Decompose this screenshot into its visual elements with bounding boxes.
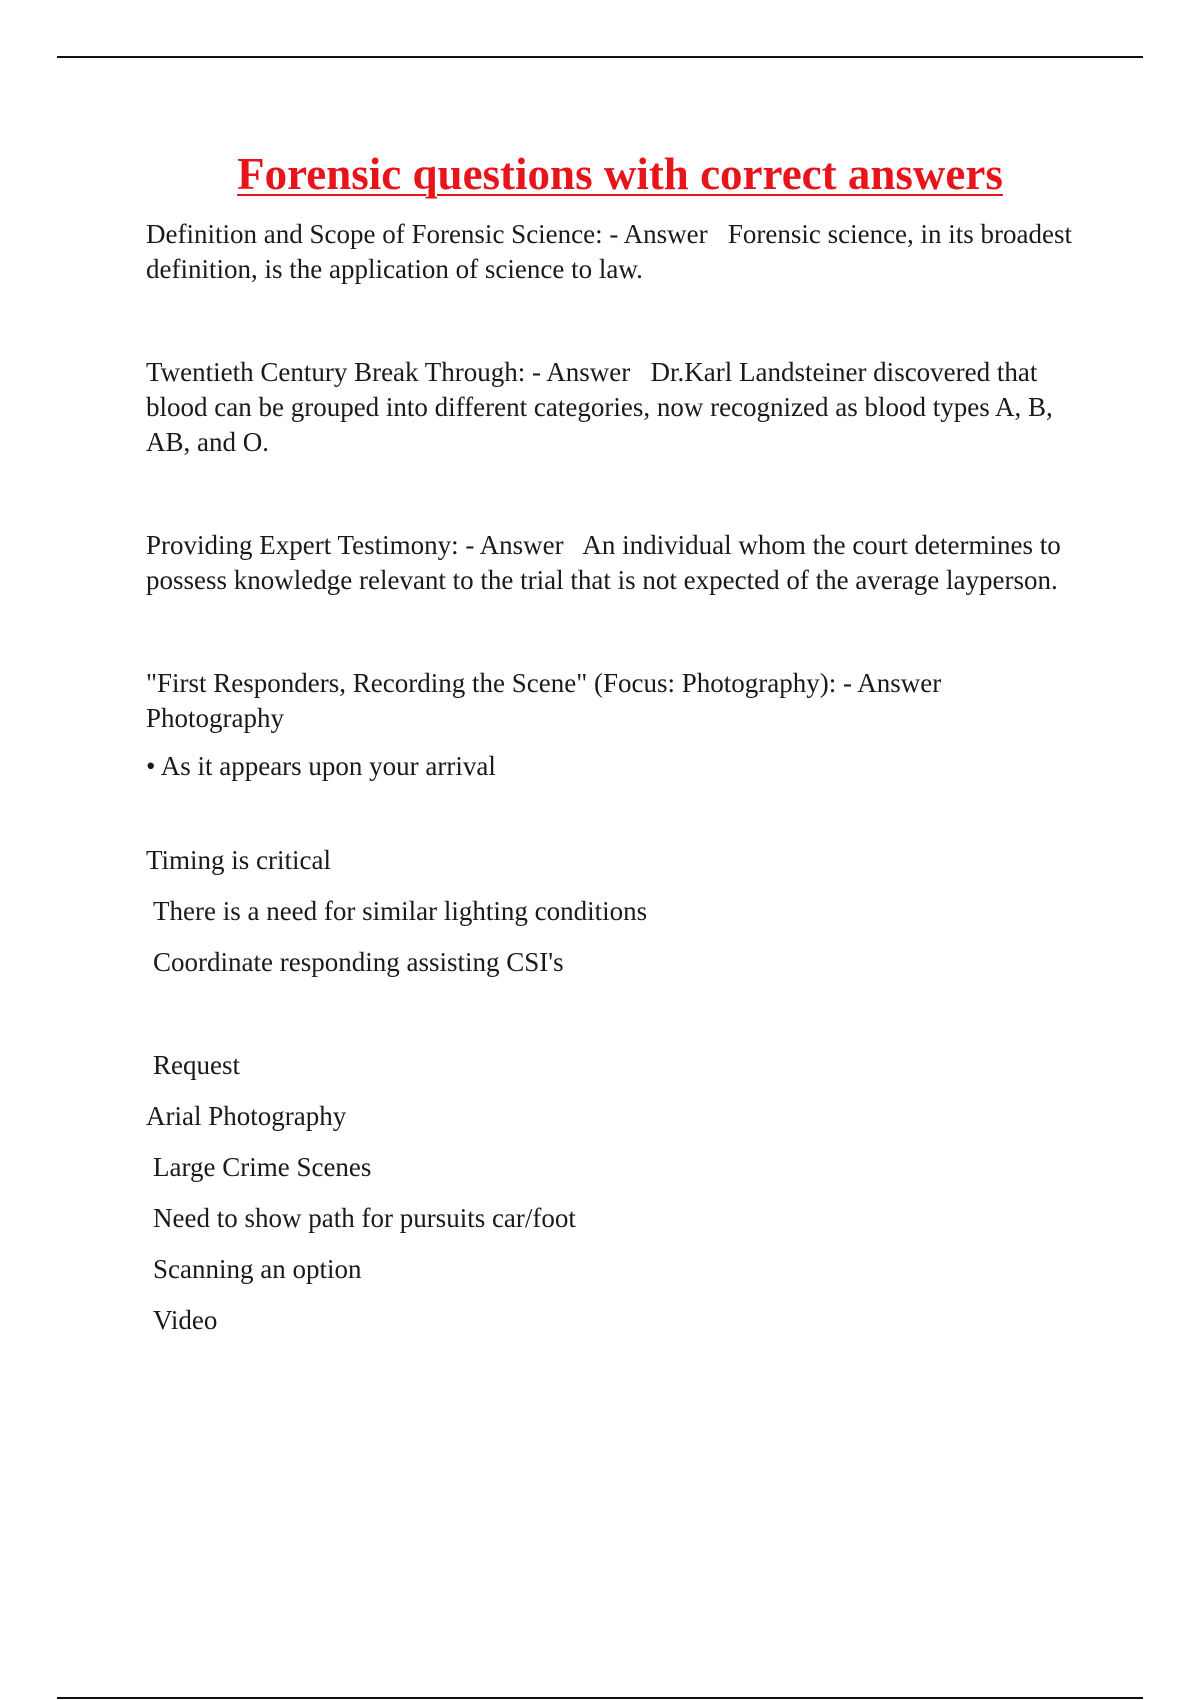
answer-2: Dr.Karl Landsteiner discovered that blood can be grouped into different categories, now recognized as blood types A, B, AB, and O. <box>146 357 1053 457</box>
answer-1: Forensic science, in its broadest definition, is the application of science to law. <box>146 219 1073 284</box>
qa-item-3 <box>146 528 1086 598</box>
answer-3: An individual whom the court determines to possess knowledge relevant to the trial that is not expected of the average layperson. <box>146 530 1061 595</box>
line-video: Video <box>153 1305 218 1335</box>
bullet-item: • As it appears upon your arrival <box>146 751 496 781</box>
qa-item-2 <box>146 355 1086 460</box>
line-timing: Timing is critical <box>146 845 332 875</box>
question-1: Definition and Scope of Forensic Science: - Answer <box>146 219 708 249</box>
qa-item-1 <box>146 217 1086 287</box>
top-rule <box>57 56 1143 58</box>
line-request: Request <box>153 1050 240 1080</box>
bottom-rule <box>57 1697 1143 1699</box>
line-coordinate: Coordinate responding assisting CSI's <box>153 947 564 977</box>
qa-item-4 <box>146 666 1086 736</box>
line-lighting: There is a need for similar lighting conditions <box>153 896 648 926</box>
answer-4: Photography <box>146 703 284 733</box>
question-4: "First Responders, Recording the Scene" (Focus: Photography): - Answer <box>146 668 942 698</box>
line-scanning: Scanning an option <box>153 1254 362 1284</box>
document-title: Forensic questions with correct answers <box>237 149 1003 199</box>
line-large-scenes: Large Crime Scenes <box>153 1152 372 1182</box>
question-2: Twentieth Century Break Through: - Answer <box>146 357 631 387</box>
question-3: Providing Expert Testimony: - Answer <box>146 530 564 560</box>
line-pursuits: Need to show path for pursuits car/foot <box>153 1203 576 1233</box>
document-body <box>146 217 1086 1354</box>
line-arial-photography: Arial Photography <box>146 1101 347 1131</box>
